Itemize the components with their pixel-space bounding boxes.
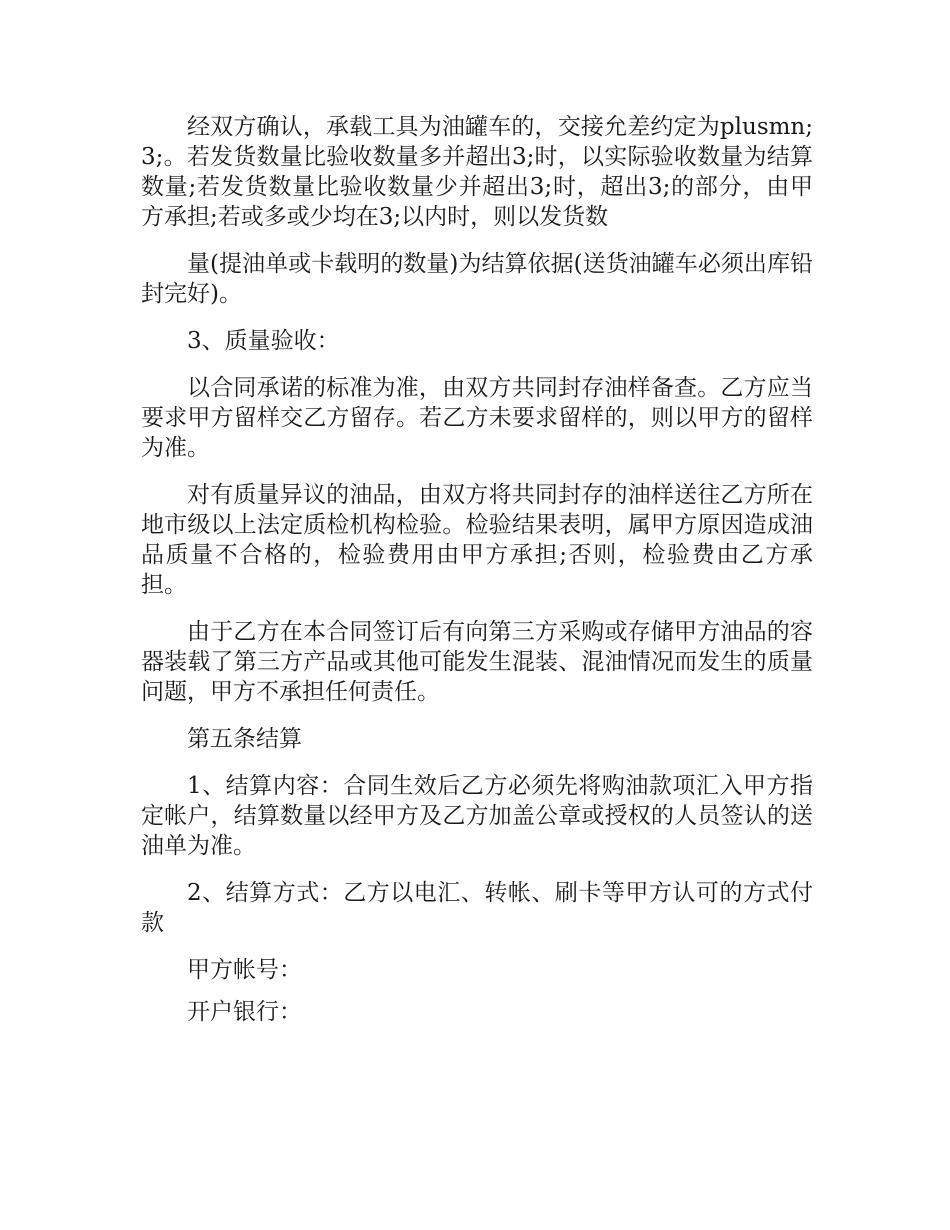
field-opening-bank: 开户银行： (187, 999, 302, 1025)
paragraph-quality-dispute: 对有质量异议的油品，由双方将共同封存的油样送往乙方所在地市级以上法定质检机构检验。检验结果表明，属甲方原因造成油品质量不合格的，检验费用由甲方承担;否则，检验费由乙方承担。 (141, 482, 813, 598)
field-party-a-account: 甲方帐号： (187, 957, 302, 983)
paragraph-quality-standard: 以合同承诺的标准为准，由双方共同封存油样备查。乙方应当要求甲方留样交乙方留存。若乙方未要求留样的，则以甲方的留样为准。 (141, 375, 813, 461)
paragraph-settlement-content: 1、结算内容：合同生效后乙方必须先将购油款项汇入甲方指定帐户，结算数量以经甲方及乙方加盖公章或授权的人员签认的送油单为准。 (141, 773, 813, 859)
heading-article-five: 第五条结算 (187, 726, 302, 752)
document-page (141, 112, 813, 1039)
heading-quality-acceptance: 3、质量验收： (187, 328, 340, 354)
paragraph-liability: 由于乙方在本合同签订后有向第三方采购或存储甲方油品的容器装载了第三方产品或其他可能发生混装、混油情况而发生的质量问题，甲方不承担任何责任。 (141, 619, 813, 705)
paragraph-settlement-basis: 量(提油单或卡载明的数量)为结算依据(送货油罐车必须出库铅封完好)。 (141, 251, 813, 307)
paragraph-settlement-method: 2、结算方式：乙方以电汇、转帐、刷卡等甲方认可的方式付款 (141, 880, 813, 936)
paragraph-tolerance: 经双方确认，承载工具为油罐车的，交接允差约定为plusmn;3;。若发货数量比验收数量多并超出3;时，以实际验收数量为结算数量;若发货数量比验收数量少并超出3;时，超出3;的部分，由甲方承担;若或多或少均在3;以内时，则以发货数 (141, 114, 813, 230)
